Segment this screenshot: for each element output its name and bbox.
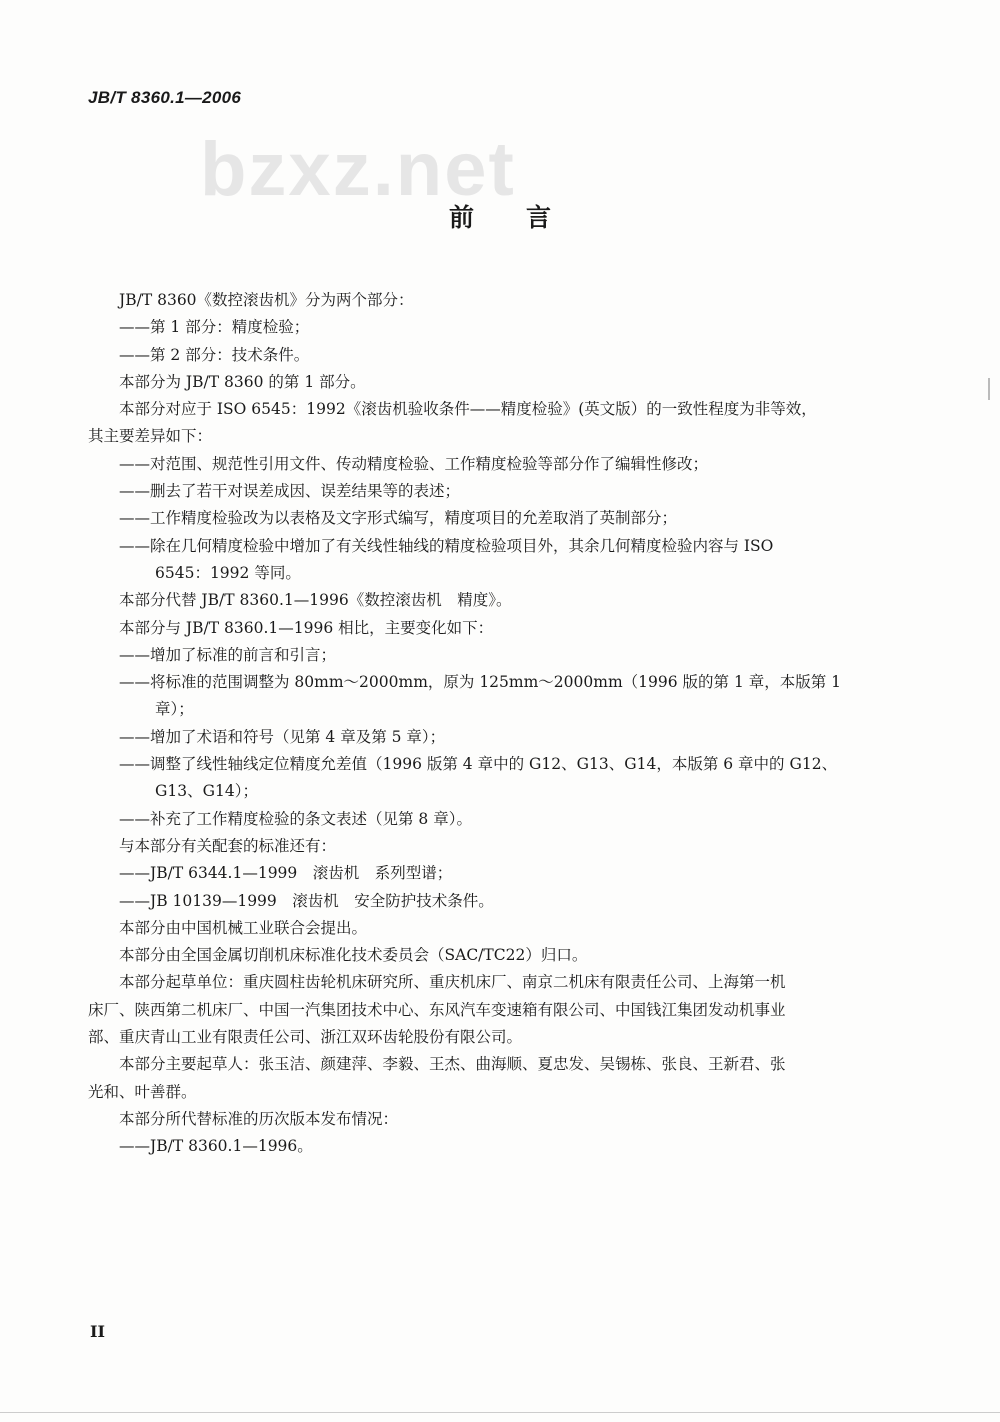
text-line: 床厂、陕西第二机床厂、中国一汽集团技术中心、东风汽车变速箱有限公司、中国钱江集团发动机事业 bbox=[88, 1000, 786, 1019]
page-number: II bbox=[90, 1322, 105, 1341]
text-line: ——将标准的范围调整为 80mm～2000mm，原为 125mm～2000mm（1996 版的第 1 章，本版第 1 bbox=[119, 673, 842, 692]
section-title: 前言 bbox=[448, 203, 603, 232]
text-line: ——第 1 部分：精度检验； bbox=[119, 318, 310, 337]
text-line: G13、G14）； bbox=[155, 782, 258, 801]
text-line: ——除在几何精度检验中增加了有关线性轴线的精度检验项目外，其余几何精度检验内容与 ISO bbox=[119, 536, 774, 555]
text-line: 本部分由中国机械工业联合会提出。 bbox=[119, 918, 368, 937]
text-line: 本部分由全国金属切削机床标准化技术委员会（SAC/TC22）归口。 bbox=[119, 946, 588, 965]
standard-code-header: JB/T 8360.1—2006 bbox=[88, 88, 242, 107]
text-line: 本部分为 JB/T 8360 的第 1 部分。 bbox=[119, 372, 366, 391]
text-line: 其主要差异如下： bbox=[88, 427, 213, 446]
text-line: 与本部分有关配套的标准还有： bbox=[119, 836, 337, 855]
text-line: 光和、叶善群。 bbox=[88, 1082, 197, 1101]
text-line: ——第 2 部分：技术条件。 bbox=[119, 345, 310, 364]
text-line: JB/T 8360《数控滚齿机》分为两个部分： bbox=[119, 291, 414, 309]
text-line: ——JB 10139—1999 滚齿机 安全防护技术条件。 bbox=[119, 891, 494, 910]
text-line: 6545：1992 等同。 bbox=[155, 563, 301, 582]
watermark: bzxz.net bbox=[200, 127, 516, 212]
foreword-body bbox=[88, 287, 888, 1161]
scan-bottom-edge bbox=[0, 1412, 1000, 1413]
text-line: 部、重庆青山工业有限责任公司、浙江双环齿轮股份有限公司。 bbox=[88, 1028, 523, 1047]
text-line: ——JB/T 6344.1—1999 滚齿机 系列型谱； bbox=[119, 864, 453, 883]
text-line: 本部分代替 JB/T 8360.1—1996《数控滚齿机 精度》。 bbox=[119, 591, 512, 610]
text-line: ——对范围、规范性引用文件、传动精度检验、工作精度检验等部分作了编辑性修改； bbox=[119, 454, 709, 473]
text-line: 本部分起草单位：重庆圆柱齿轮机床研究所、重庆机床厂、南京二机床有限责任公司、上海第一机 bbox=[119, 973, 786, 992]
text-line: ——删去了若干对误差成因、误差结果等的表述； bbox=[119, 482, 461, 501]
text-line: ——增加了标准的前言和引言； bbox=[119, 645, 337, 664]
text-line: ——JB/T 8360.1—1996。 bbox=[119, 1137, 313, 1156]
text-line: ——工作精度检验改为以表格及文字形式编写，精度项目的允差取消了英制部分； bbox=[119, 509, 678, 528]
text-line: 本部分所代替标准的历次版本发布情况： bbox=[119, 1109, 399, 1128]
scan-edge-mark bbox=[988, 378, 990, 400]
text-line: ——调整了线性轴线定位精度允差值（1996 版第 4 章中的 G12、G13、G14，本版第 6 章中的 G12、 bbox=[119, 755, 838, 774]
text-line: 本部分对应于 ISO 6545：1992《滚齿机验收条件——精度检验》(英文版）的一致性程度为非等效， bbox=[119, 400, 817, 419]
text-line: 本部分主要起草人：张玉洁、颜建萍、李毅、王杰、曲海顺、夏忠发、吴锡栋、张良、王新君、张 bbox=[119, 1055, 786, 1074]
text-line: 本部分与 JB/T 8360.1—1996 相比，主要变化如下： bbox=[119, 618, 494, 637]
text-line: 章）； bbox=[155, 700, 194, 719]
text-line: ——补充了工作精度检验的条文表述（见第 8 章）。 bbox=[119, 809, 472, 828]
text-line: ——增加了术语和符号（见第 4 章及第 5 章）； bbox=[119, 727, 446, 746]
